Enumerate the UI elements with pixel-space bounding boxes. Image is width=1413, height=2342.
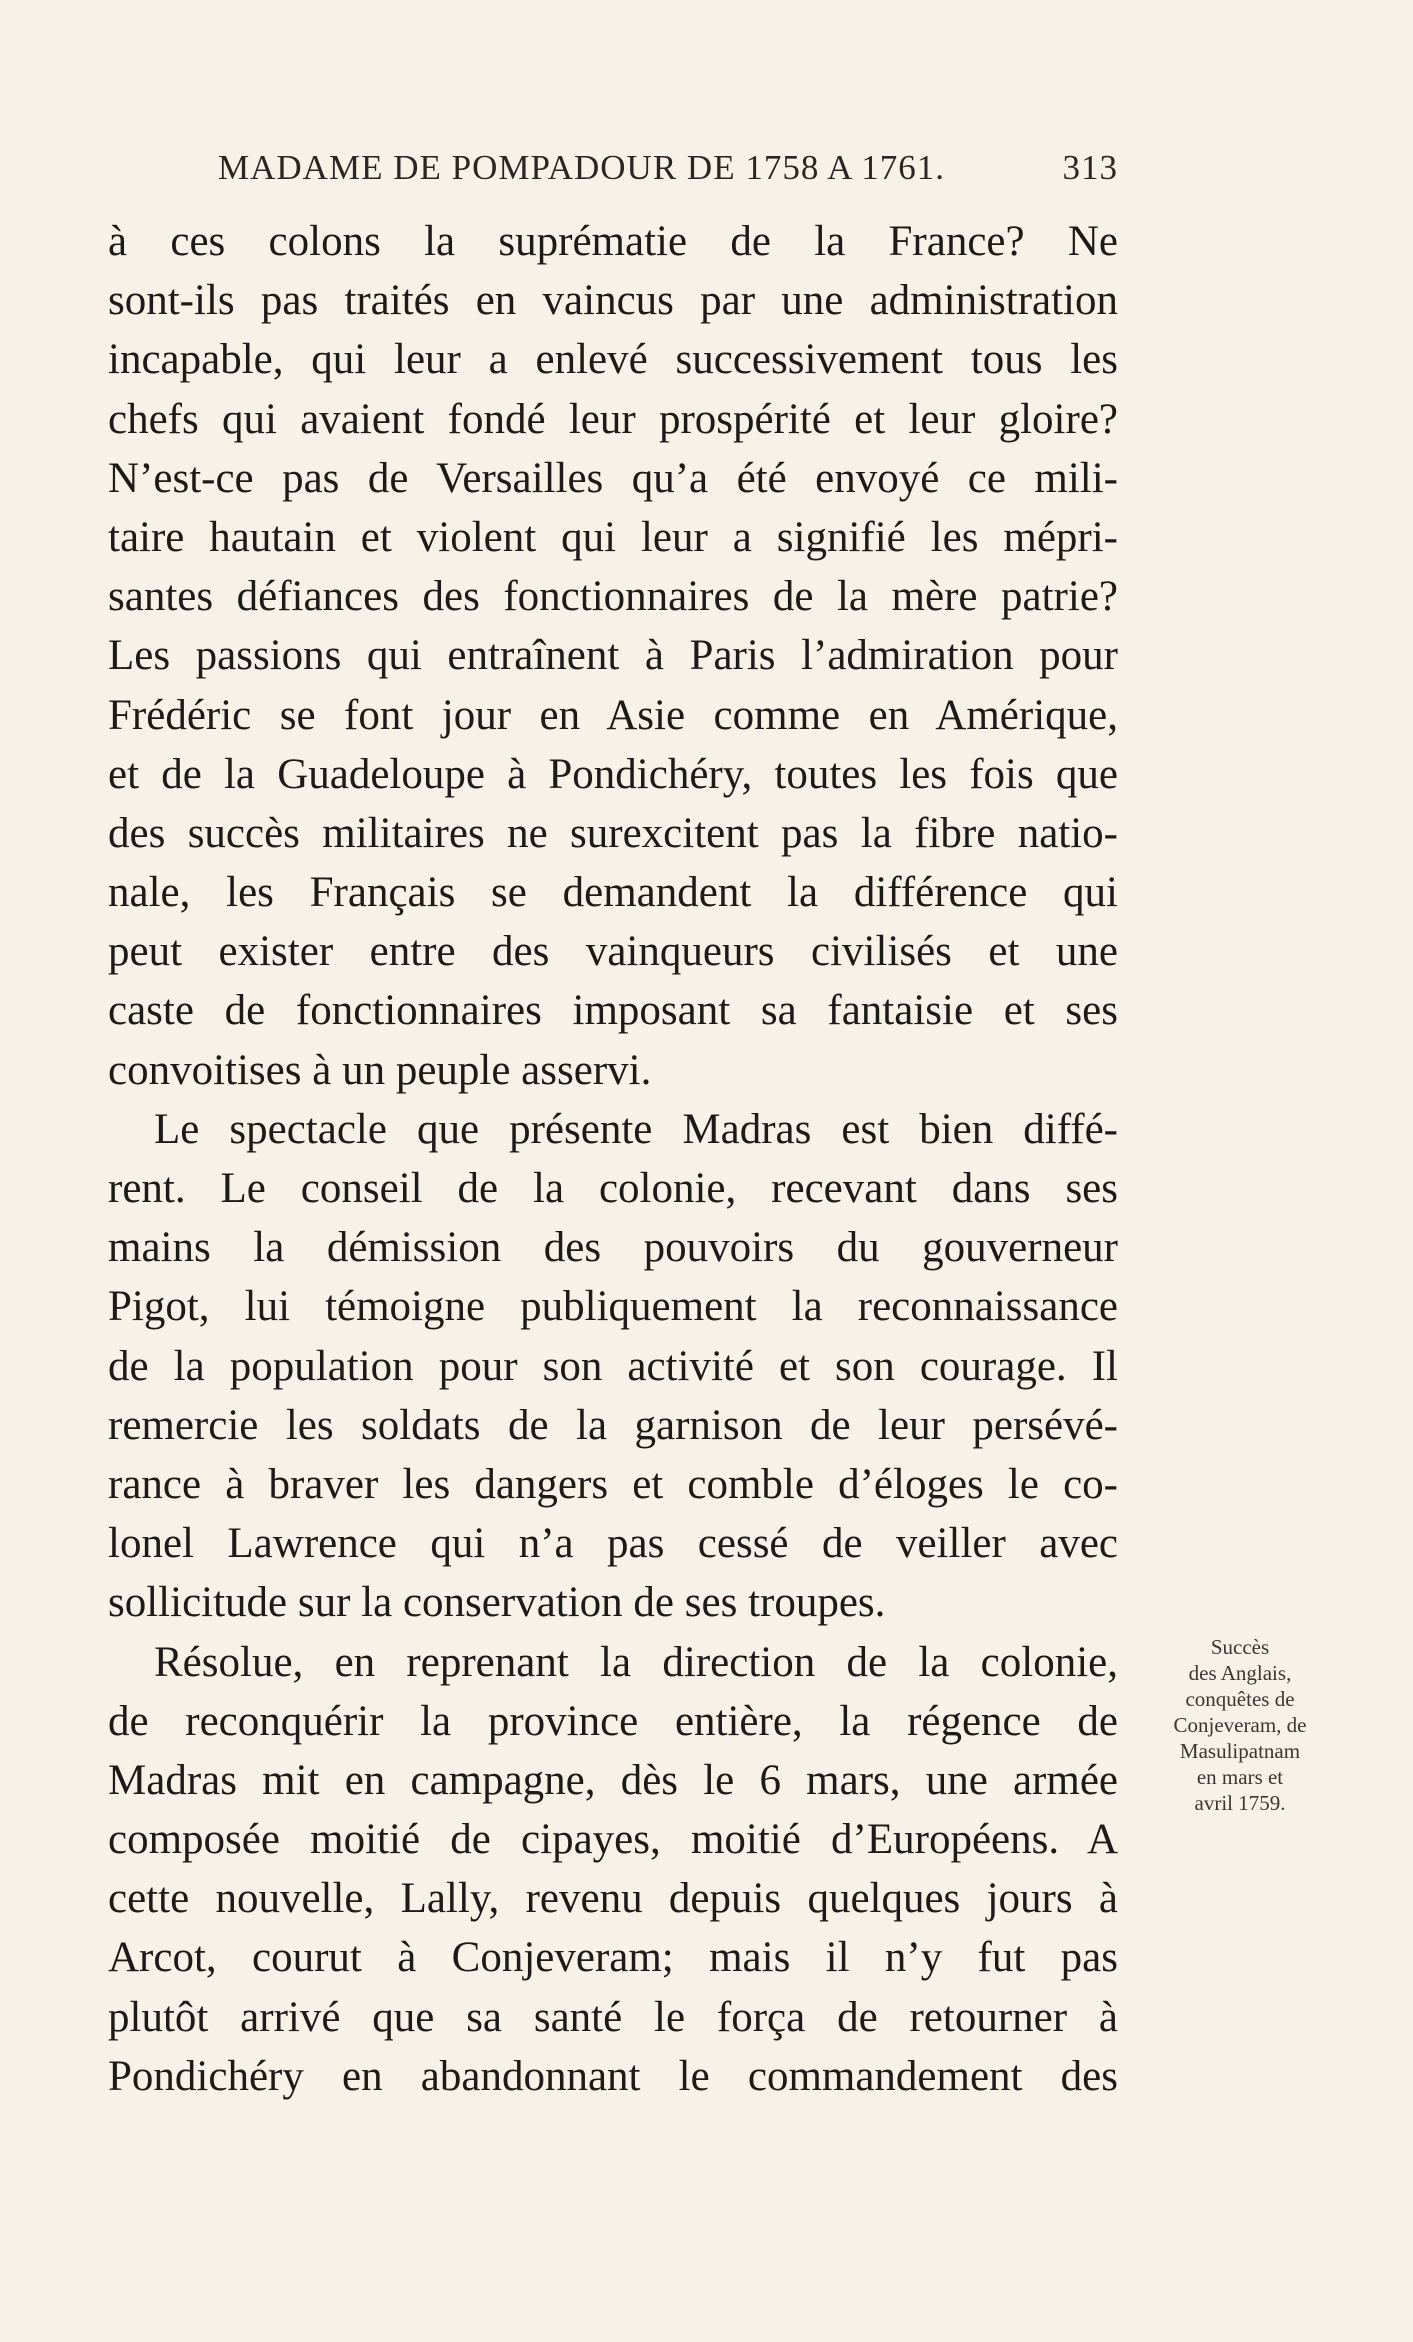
text-line: convoitises à un peuple asservi. <box>108 1046 652 1094</box>
text-line: N’est-ce pas de Versailles qu’a été envoyé ce mili- <box>108 454 1118 502</box>
text-line: lonel Lawrence qui n’a pas cessé de veiller avec <box>108 1520 1118 1568</box>
text-line: sont-ils pas traités en vaincus par une administration <box>108 277 1118 325</box>
margin-note-line: conquêtes de <box>1185 1687 1295 1711</box>
text-line: de reconquérir la province entière, la régence de <box>108 1697 1118 1745</box>
text-line: Les passions qui entraînent à Paris l’admiration pour <box>108 632 1118 680</box>
margin-note-line: Conjeveram, de <box>1173 1713 1307 1737</box>
margin-note-line: Masulipatnam <box>1179 1739 1301 1763</box>
text-line: caste de fonctionnaires imposant sa fantaisie et ses <box>108 987 1118 1035</box>
text-line: rance à braver les dangers et comble d’éloges le co- <box>108 1460 1118 1508</box>
text-line: Frédéric se font jour en Asie comme en Amérique, <box>108 691 1118 739</box>
text-line: Le spectacle que présente Madras est bien diffé- <box>154 1105 1118 1153</box>
text-line: rent. Le conseil de la colonie, recevant dans ses <box>108 1165 1118 1212</box>
text-line: chefs qui avaient fondé leur prospérité et leur gloire? <box>108 395 1118 443</box>
text-line: plutôt arrivé que sa santé le força de retourner à <box>108 1993 1118 2041</box>
text-line: Résolue, en reprenant la direction de la colonie, <box>154 1638 1118 1686</box>
margin-note-line: avril 1759. <box>1194 1791 1286 1815</box>
text-line: incapable, qui leur a enlevé successivement tous les <box>108 336 1118 384</box>
text-line: mains la démission des pouvoirs du gouverneur <box>108 1224 1118 1272</box>
text-line: Pigot, lui témoigne publiquement la reconnaissance <box>108 1283 1118 1331</box>
text-line: remercie les soldats de la garnison de leur persévé- <box>108 1401 1118 1449</box>
text-line: Arcot, courut à Conjeveram; mais il n’y fut pas <box>108 1934 1118 1982</box>
text-line: taire hautain et violent qui leur a signifié les mépri- <box>108 513 1118 561</box>
text-line: nale, les Français se demandent la différence qui <box>108 869 1118 917</box>
page-number: 313 <box>1062 148 1118 187</box>
text-line: de la population pour son activité et son courage. Il <box>108 1342 1118 1390</box>
text-line: santes défiances des fonctionnaires de la mère patrie? <box>108 573 1118 621</box>
running-title: MADAME DE POMPADOUR DE 1758 A 1761. <box>218 148 945 187</box>
margin-note <box>1150 1634 1330 1816</box>
text-line: et de la Guadeloupe à Pondichéry, toutes les fois que <box>108 750 1118 798</box>
text-line: des succès militaires ne surexcitent pas la fibre natio- <box>108 809 1118 857</box>
text-line: peut exister entre des vainqueurs civilisés et une <box>108 928 1118 976</box>
text-line: Pondichéry en abandonnant le commandement des <box>108 2052 1118 2100</box>
margin-note-line: en mars et <box>1196 1765 1284 1789</box>
margin-note-line: des Anglais, <box>1188 1661 1292 1685</box>
text-line: Madras mit en campagne, dès le 6 mars, une armée <box>108 1756 1118 1804</box>
text-line: cette nouvelle, Lally, revenu depuis quelques jours à <box>108 1875 1118 1923</box>
page-header <box>108 148 1118 194</box>
text-line: composée moitié de cipayes, moitié d’Européens. A <box>108 1816 1118 1864</box>
text-line: à ces colons la suprématie de la France? Ne <box>108 218 1118 265</box>
text-line: sollicitude sur la conservation de ses troupes. <box>108 1579 886 1627</box>
body-text <box>108 212 1118 2106</box>
margin-note-line: Succès <box>1210 1635 1270 1659</box>
